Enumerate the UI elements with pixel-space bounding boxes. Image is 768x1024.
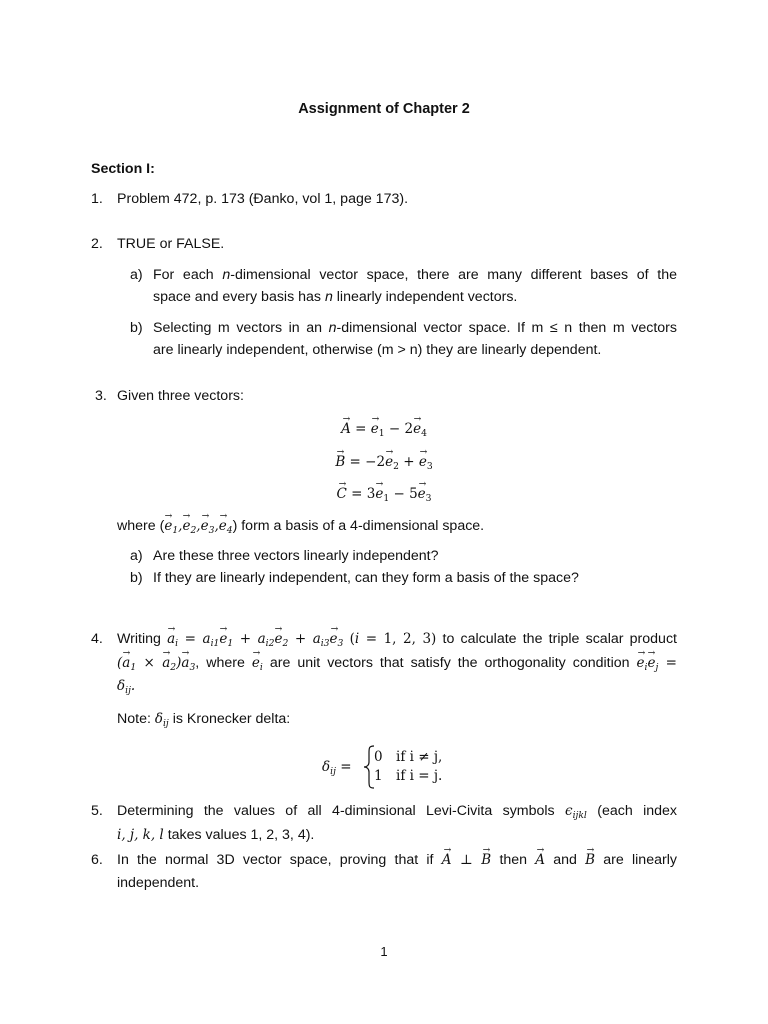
item-2b-label: b): [130, 320, 143, 336]
item-4-line-2: (→ $a_1$ × → $a_2)\to a_3$, where → $e_i$ are unit vectors that satisfy the orthogonality condition → $e_i\to e_j$ =: [117, 655, 677, 671]
item-4-number: 4.: [91, 631, 103, 647]
item-3-text: Given three vectors:: [117, 388, 244, 404]
item-5-line-2: i, j, k, l takes values 1, 2, 3, 4).: [117, 827, 315, 843]
item-2a-line-1: For each n-dimensional vector space, there are many different bases of the: [153, 267, 677, 283]
item-2a-label: a): [130, 267, 143, 283]
equation-B: → $B = -2\to e_2$ + → $e_3$: [0, 454, 768, 470]
item-5-line-1: Determining the values of all 4-diminsional Levi-Civita symbols $\epsilon_{ijkl}$ (each index: [117, 803, 678, 822]
item-3a-label: a): [130, 548, 143, 564]
page-number: 1: [380, 944, 388, 959]
item-3-number: 3.: [95, 388, 107, 404]
kronecker-lhs: $\delta_{ij}$ =: [322, 759, 352, 778]
item-6-number: 6.: [91, 852, 103, 868]
item-2-number: 2.: [91, 236, 103, 252]
item-2-text: TRUE or FALSE.: [117, 236, 225, 252]
item-6-line-1: In the normal 3D vector space, proving that if → A ⊥ → B then → A and → B are linearly: [117, 852, 677, 868]
kronecker-case-1-condition: if i = j.: [396, 768, 443, 784]
item-2a-line-2: space and every basis has n linearly independent vectors.: [153, 289, 518, 305]
item-6-line-2: independent.: [117, 875, 200, 891]
item-5-number: 5.: [91, 803, 103, 819]
item-4-note: Note: $\delta_{ij}$ is Kronecker delta:: [117, 711, 291, 730]
item-4-line-3: $\delta_{ij}$.: [117, 678, 136, 697]
kronecker-case-1: 1: [374, 768, 383, 784]
item-3b-label: b): [130, 570, 143, 586]
item-2b-line-2: are linearly independent, otherwise (m > n) they are linearly dependent.: [153, 342, 602, 358]
page-title: Assignment of Chapter 2: [298, 101, 470, 117]
kronecker-case-0: 0: [374, 749, 383, 765]
item-1-text: Problem 472, p. 173 (Đanko, vol 1, page 173).: [117, 191, 409, 207]
item-3a-text: Are these three vectors linearly independent?: [153, 548, 439, 564]
item-4-line-1: Writing → $a_i = a_{i1}\to e_1 + a_{i2}\to e_2 + a_{i3}\to e_3$ (i = 1, 2, 3) to calculate the triple scalar product: [117, 631, 677, 647]
kronecker-case-0-condition: if i ≠ j,: [396, 749, 443, 765]
item-3b-text: If they are linearly independent, can they form a basis of the space?: [153, 570, 579, 586]
item-3-where: where (→ $e_1,\to e_2,\to e_3,\to e_4$) form a basis of a 4-dimensional space.: [117, 518, 484, 534]
section-heading: Section I:: [91, 161, 155, 177]
item-2b-line-1: Selecting m vectors in an n-dimensional vector space. If m ≤ n then m vectors: [153, 320, 677, 336]
equation-A: → A = → $e_1 - 2\to e_4$: [0, 421, 768, 437]
equation-C: → $C = 3\to e_1 - 5\to e_3$: [0, 486, 768, 502]
item-1-number: 1.: [91, 191, 103, 207]
